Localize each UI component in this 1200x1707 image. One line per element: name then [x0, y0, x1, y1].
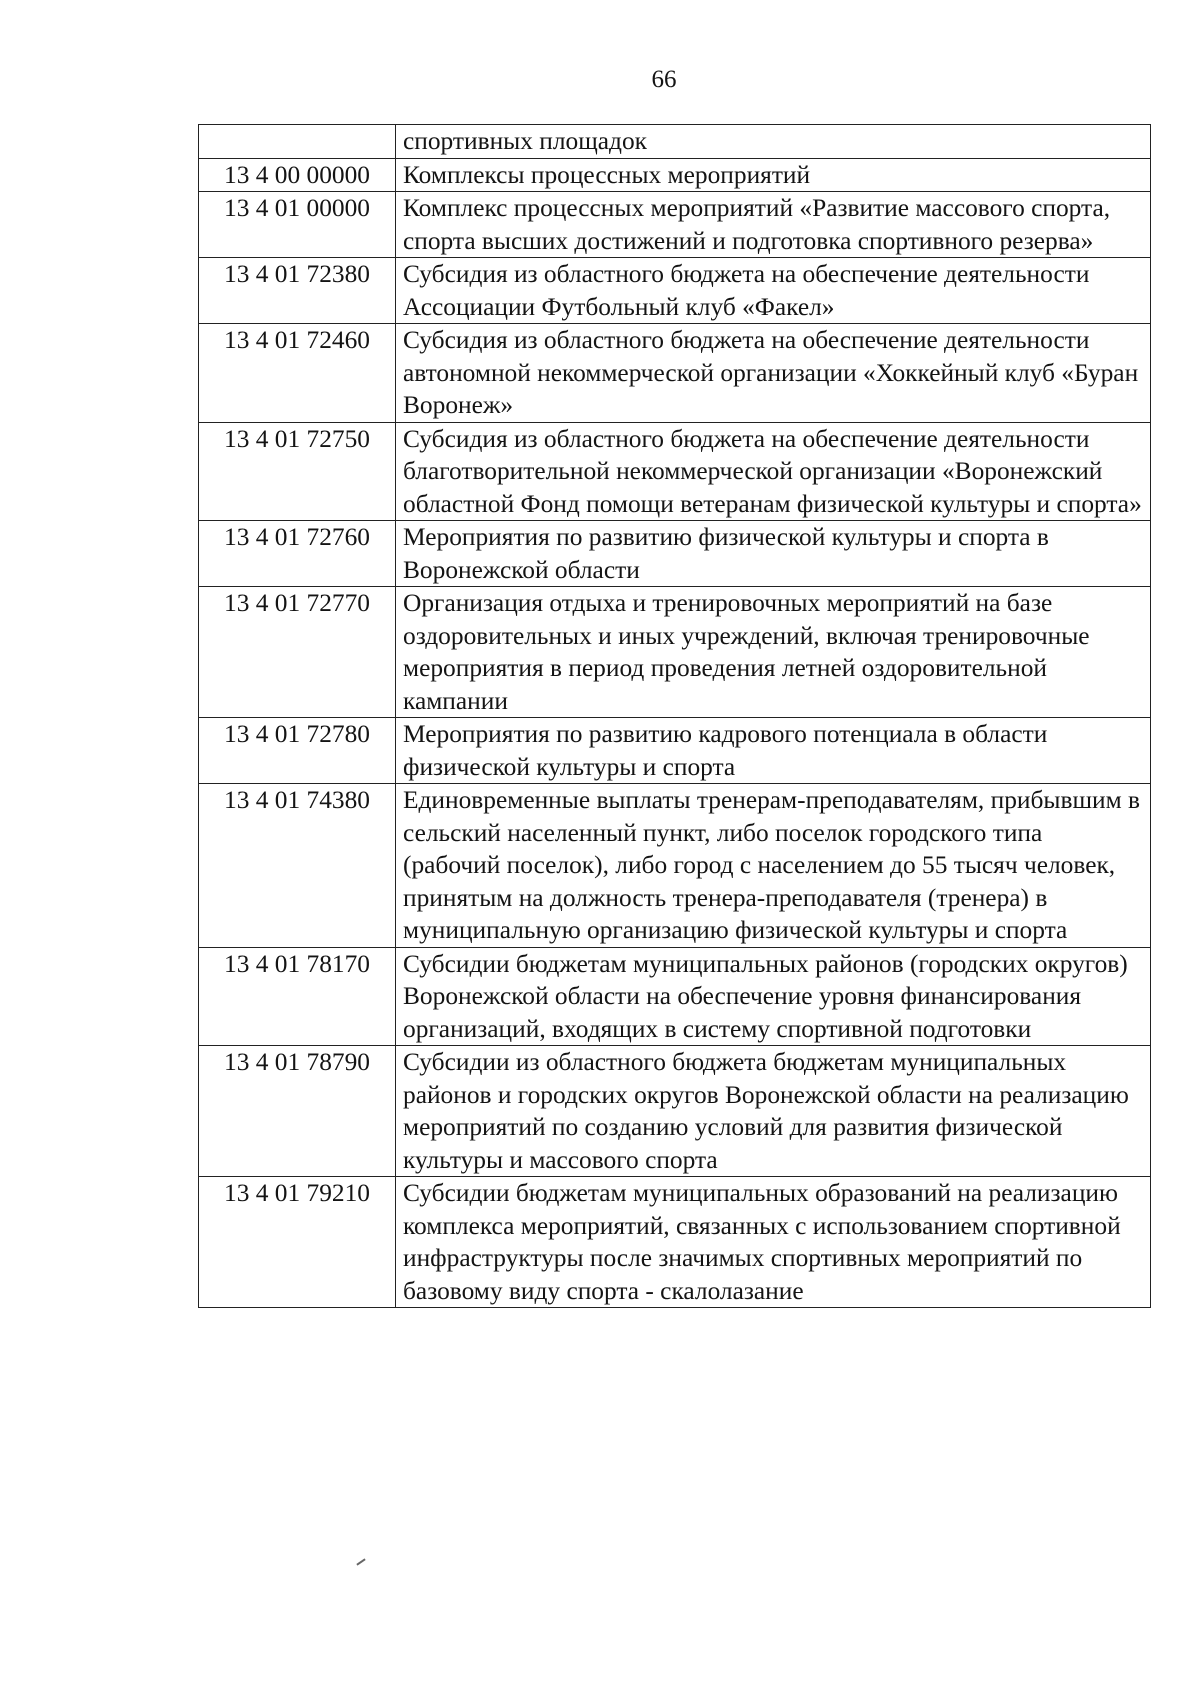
table-row — [199, 1046, 1151, 1177]
description-cell: Субсидии бюджетам муниципальных образований на реализацию комплекса мероприятий, связанных с использованием спортивной инфраструктуры после значимых спортивных мероприятий по базовому виду спорта - скалолазание — [396, 1177, 1151, 1308]
description-cell: Субсидия из областного бюджета на обеспечение деятельности Ассоциации Футбольный клуб «Факел» — [396, 258, 1151, 324]
description-cell: Комплекс процессных мероприятий «Развитие массового спорта, спорта высших достижений и подготовка спортивного резерва» — [396, 192, 1151, 258]
budget-classification-table — [198, 124, 1151, 1308]
table-row — [199, 718, 1151, 784]
table-row — [199, 587, 1151, 718]
code-cell: 13 4 01 79210 — [199, 1177, 396, 1308]
description-cell: Субсидия из областного бюджета на обеспечение деятельности благотворительной некоммерческой организации «Воронежский областной Фонд помощи ветеранам физической культуры и спорта» — [396, 422, 1151, 521]
table-row — [199, 324, 1151, 423]
table-row — [199, 947, 1151, 1046]
table-row — [199, 158, 1151, 192]
code-cell: 13 4 01 72380 — [199, 258, 396, 324]
description-cell: спортивных площадок — [396, 125, 1151, 159]
table-row — [199, 422, 1151, 521]
code-cell: 13 4 01 72460 — [199, 324, 396, 423]
code-cell: 13 4 01 74380 — [199, 784, 396, 948]
table-row — [199, 1177, 1151, 1308]
table-row — [199, 125, 1151, 159]
code-cell: 13 4 01 72780 — [199, 718, 396, 784]
table-row — [199, 192, 1151, 258]
scan-mark — [356, 1558, 365, 1565]
description-cell: Организация отдыха и тренировочных мероприятий на базе оздоровительных и иных учреждений, включая тренировочные мероприятия в период проведения летней оздоровительной кампании — [396, 587, 1151, 718]
description-cell: Мероприятия по развитию кадрового потенциала в области физической культуры и спорта — [396, 718, 1151, 784]
description-cell: Субсидии бюджетам муниципальных районов (городских округов) Воронежской области на обеспечение уровня финансирования организаций, входящих в систему спортивной подготовки — [396, 947, 1151, 1046]
description-cell: Субсидии из областного бюджета бюджетам муниципальных районов и городских округов Воронежской области на реализацию мероприятий по созданию условий для развития физической культуры и массового спорта — [396, 1046, 1151, 1177]
code-cell: 13 4 01 78790 — [199, 1046, 396, 1177]
description-cell: Субсидия из областного бюджета на обеспечение деятельности автономной некоммерческой организации «Хоккейный клуб «Буран Воронеж» — [396, 324, 1151, 423]
code-cell: 13 4 01 72770 — [199, 587, 396, 718]
code-cell: 13 4 00 00000 — [199, 158, 396, 192]
code-cell: 13 4 01 78170 — [199, 947, 396, 1046]
table-row — [199, 521, 1151, 587]
code-cell: 13 4 01 72760 — [199, 521, 396, 587]
code-cell — [199, 125, 396, 159]
table-row — [199, 258, 1151, 324]
description-cell: Комплексы процессных мероприятий — [396, 158, 1151, 192]
description-cell: Мероприятия по развитию физической культуры и спорта в Воронежской области — [396, 521, 1151, 587]
code-cell: 13 4 01 72750 — [199, 422, 396, 521]
code-cell: 13 4 01 00000 — [199, 192, 396, 258]
description-cell: Единовременные выплаты тренерам-преподавателям, прибывшим в сельский населенный пункт, либо поселок городского типа (рабочий поселок), либо город с населением до 55 тысяч человек, принятым на должность тренера-преподавателя (тренера) в муниципальную организацию физической культуры и спорта — [396, 784, 1151, 948]
table-row — [199, 784, 1151, 948]
page-number: 66 — [651, 66, 677, 93]
